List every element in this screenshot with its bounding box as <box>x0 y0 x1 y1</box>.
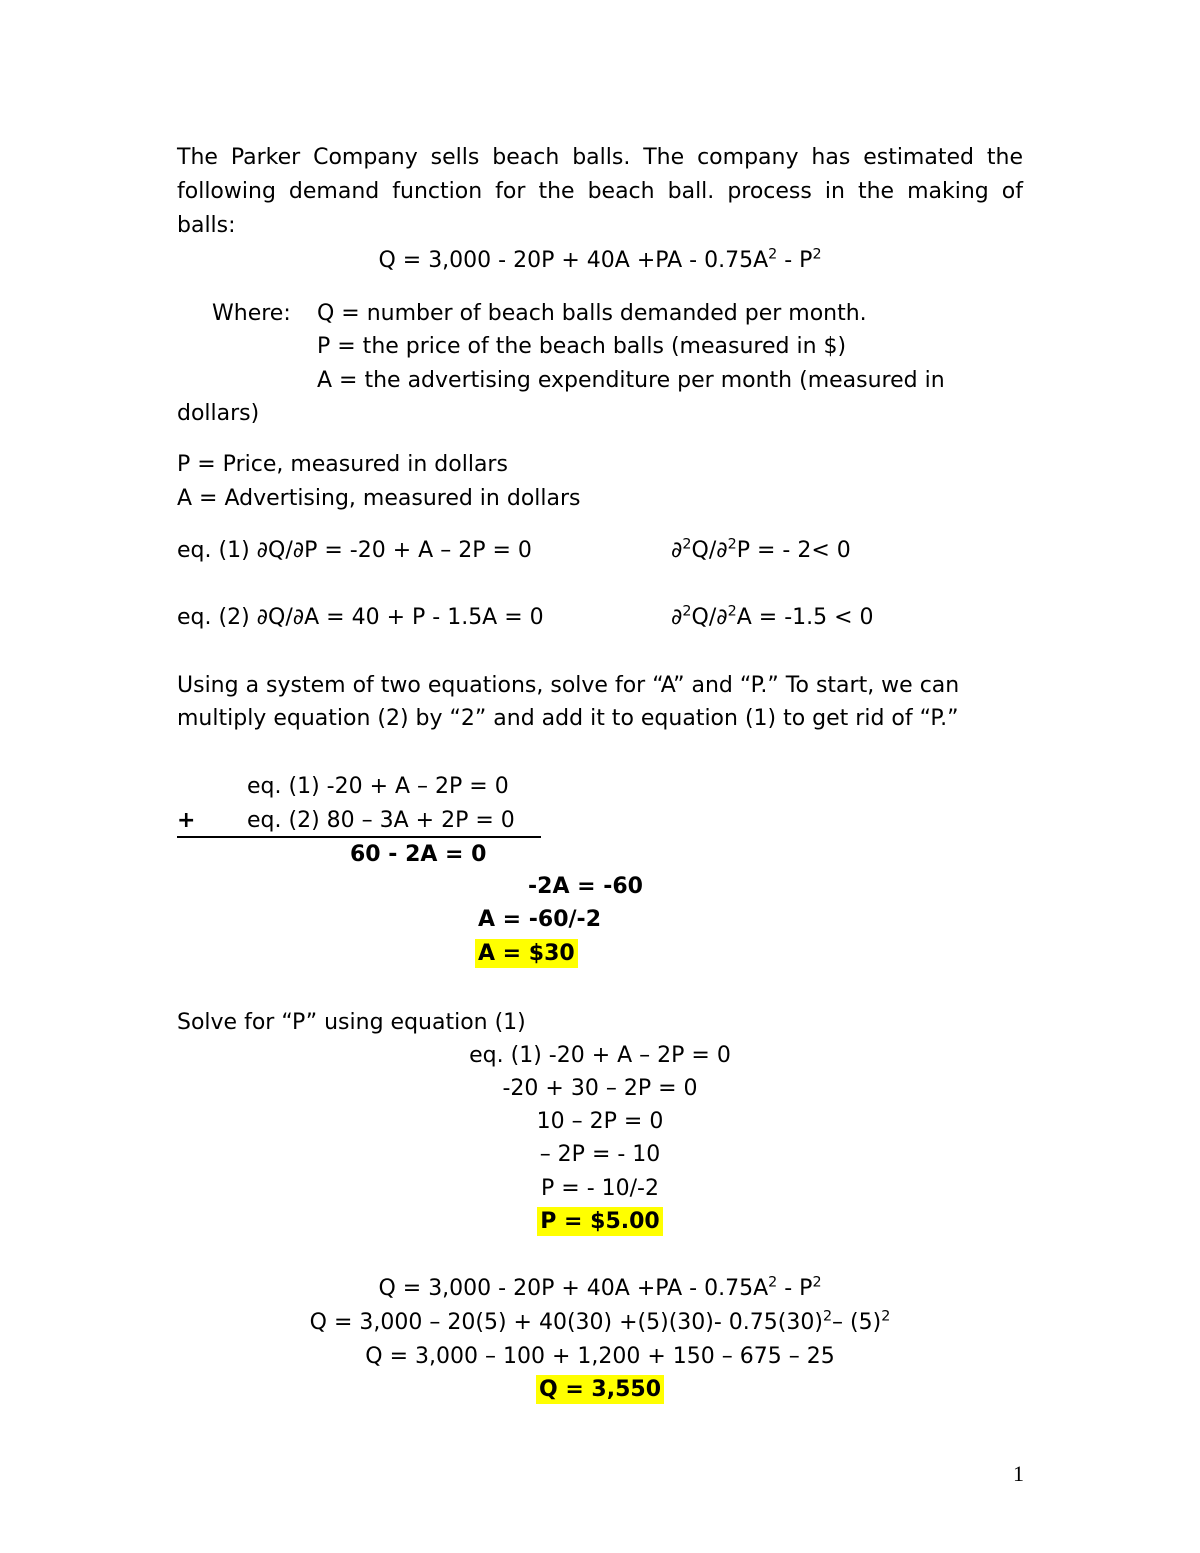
solve-p-step-5: P = - 10/-2 <box>541 1176 659 1201</box>
a-definition: A = the advertising expenditure per month (measured in <box>317 368 945 393</box>
plus-sign: + <box>177 808 196 833</box>
answer-p: P = $5.00 <box>0 1205 1200 1239</box>
solve-p-step-4: – 2P = - 10 <box>539 1142 661 1167</box>
system-sum: 60 - 2A = 0 <box>350 842 487 867</box>
solve-p-step-2: -20 + 30 – 2P = 0 <box>502 1076 698 1101</box>
advertising-definition: A = Advertising, measured in dollars <box>177 486 581 511</box>
where-label: Where: <box>212 301 291 326</box>
derivative-eq2: eq. (2) ∂Q/∂A = 40 + P - 1.5A = 0 <box>177 605 544 630</box>
intro-line-2: following demand function for the beach ball. process in the making of <box>177 179 1023 204</box>
system-row-1: eq. (1) -20 + A – 2P = 0 <box>247 774 509 799</box>
second-derivative-a: ∂$^2$Q/∂$^2$A = -1.5 < 0 <box>671 603 874 630</box>
derivative-eq1: eq. (1) ∂Q/∂P = -20 + A – 2P = 0 <box>177 538 532 563</box>
system-step-1: -2A = -60 <box>528 874 643 899</box>
system-intro-line-1: Using a system of two equations, solve for “A” and “P.” To start, we can <box>177 673 960 698</box>
solve-q-step-2: Q = 3,000 – 20(5) + 40(30) +(5)(30)- $0.75(30)^2-$ $(5)^2$ <box>309 1308 891 1335</box>
page-number: 1 <box>1013 1461 1024 1486</box>
answer-q: Q = 3,550 <box>0 1373 1200 1407</box>
solve-p-step-1: eq. (1) -20 + A – 2P = 0 <box>469 1043 731 1068</box>
system-intro-line-2: multiply equation (2) by “2” and add it to equation (1) to get rid of “P.” <box>177 706 959 731</box>
answer-a: A = $30 <box>475 937 578 971</box>
solve-q-step-1: $Q = 3,000 - 20P + 40A +PA - 0.75A^2 - P^2$ <box>378 1274 822 1301</box>
system-row-2: eq. (2) 80 – 3A + 2P = 0 <box>247 808 515 833</box>
solve-p-step-3: 10 – 2P = 0 <box>536 1109 664 1134</box>
price-definition: P = Price, measured in dollars <box>177 452 508 477</box>
solve-p-heading: Solve for “P” using equation (1) <box>177 1010 526 1035</box>
intro-line-1: The Parker Company sells beach balls. The company has estimated the <box>177 145 1023 170</box>
second-derivative-p: ∂$^2$Q/∂$^2$P = - 2< 0 <box>671 536 851 563</box>
system-step-2: A = -60/-2 <box>478 907 601 932</box>
demand-function: $Q = 3,000 - 20P + 40A +PA - 0.75A^2 - P^2$ <box>378 246 822 273</box>
a-definition-continued: dollars) <box>177 401 260 426</box>
q-definition: Q = number of beach balls demanded per month. <box>317 301 867 326</box>
intro-line-3: balls: <box>177 213 236 238</box>
solve-q-step-3: Q = 3,000 – 100 + 1,200 + 150 – 675 – 25 <box>365 1344 835 1369</box>
p-definition: P = the price of the beach balls (measured in $) <box>317 334 847 359</box>
